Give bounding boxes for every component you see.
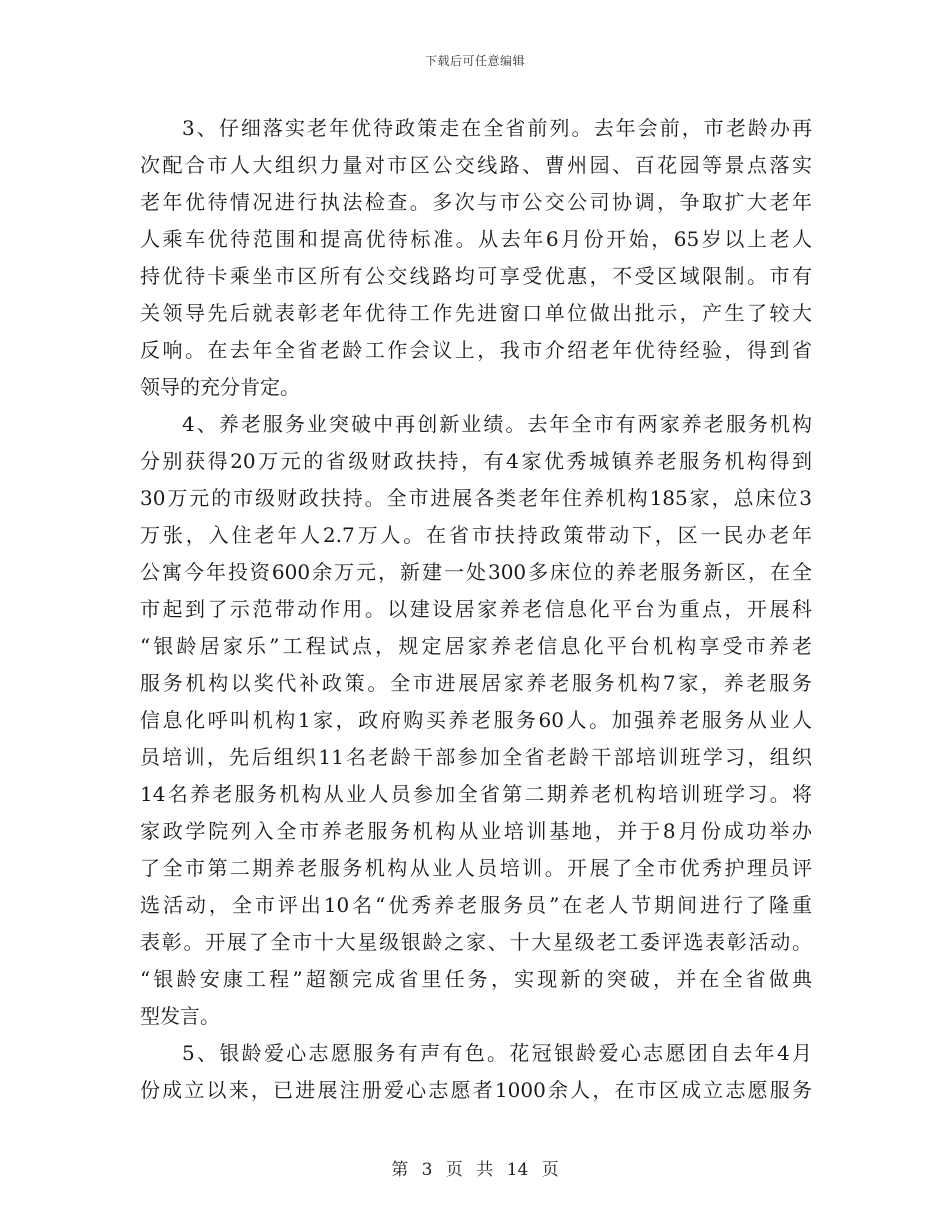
text-line: 老年优待情况进行执法检查。多次与市公交公司协调，争取扩大老年 [140,190,812,214]
text-line: 型发言。 [140,1004,220,1028]
text-line: 30万元的市级财政扶持。全市进展各类老年住养机构185家，总床位3 [140,486,812,510]
text-line: 分别获得20万元的省级财政扶持，有4家优秀城镇养老服务机构得到 [140,449,812,473]
text-line: 了全市第二期养老服务机构从业人员培训。开展了全市优秀护理员评 [140,856,812,880]
text-line: 人乘车优待范围和提高优待标准。从去年6月份开始，65岁以上老人 [140,227,812,251]
text-line: 持优待卡乘坐市区所有公交线路均可享受优惠，不受区域限制。市有 [140,264,812,288]
text-line: 选活动，全市评出10名“优秀养老服务员”在老人节期间进行了隆重 [140,893,812,917]
text-line: 5、银龄爱心志愿服务有声有色。花冠银龄爱心志愿团自去年4月 [182,1041,812,1065]
text-line: 14名养老服务机构从业人员参加全省第二期养老机构培训班学习。将 [140,782,812,806]
paragraph-5-volunteer-service [140,1035,812,1109]
document-body [140,110,812,1109]
text-line: 3、仔细落实老年优待政策走在全省前列。去年会前，市老龄办再 [182,116,812,140]
text-line: 公寓今年投资600余万元，新建一处300多床位的养老服务新区，在全 [140,560,812,584]
text-line: “银龄安康工程”超额完成省里任务，实现新的突破，并在全省做典 [140,967,812,991]
text-line: 份成立以来，已进展注册爱心志愿者1000余人，在市区成立志愿服务 [140,1078,812,1102]
text-line: 万张，入住老年人2.7万人。在省市扶持政策带动下，区一民办老年 [140,523,812,547]
text-line: 服务机构以奖代补政策。全市进展居家养老服务机构7家，养老服务 [140,671,812,695]
text-line: 关领导先后就表彰老年优待工作先进窗口单位做出批示，产生了较大 [140,301,812,325]
text-line: 表彰。开展了全市十大星级银龄之家、十大星级老工委评选表彰活动。 [140,930,812,954]
text-line: 领导的充分肯定。 [140,375,300,399]
text-line: 市起到了示范带动作用。以建设居家养老信息化平台为重点，开展科 [140,597,812,621]
page-number-footer: 第 3 页 共 14 页 [391,1160,559,1180]
text-line: 家政学院列入全市养老服务机构从业培训基地，并于8月份成功举办 [140,819,812,843]
page-header-note: 下载后可任意编辑 [424,54,525,68]
text-line: 4、养老服务业突破中再创新业绩。去年全市有两家养老服务机构 [182,412,812,436]
text-line: 反响。在去年全省老龄工作会议上，我市介绍老年优待经验，得到省 [140,338,812,362]
text-line: 信息化呼叫机构1家，政府购买养老服务60人。加强养老服务从业人 [140,708,812,732]
paragraph-3-elderly-preferential-policy [140,110,812,406]
text-line: “银龄居家乐”工程试点，规定居家养老信息化平台机构享受市养老 [140,634,812,658]
paragraph-4-elderly-care-services [140,406,812,1035]
text-line: 次配合市人大组织力量对市区公交线路、曹州园、百花园等景点落实 [140,153,812,177]
text-line: 员培训，先后组织11名老龄干部参加全省老龄干部培训班学习，组织 [140,745,812,769]
